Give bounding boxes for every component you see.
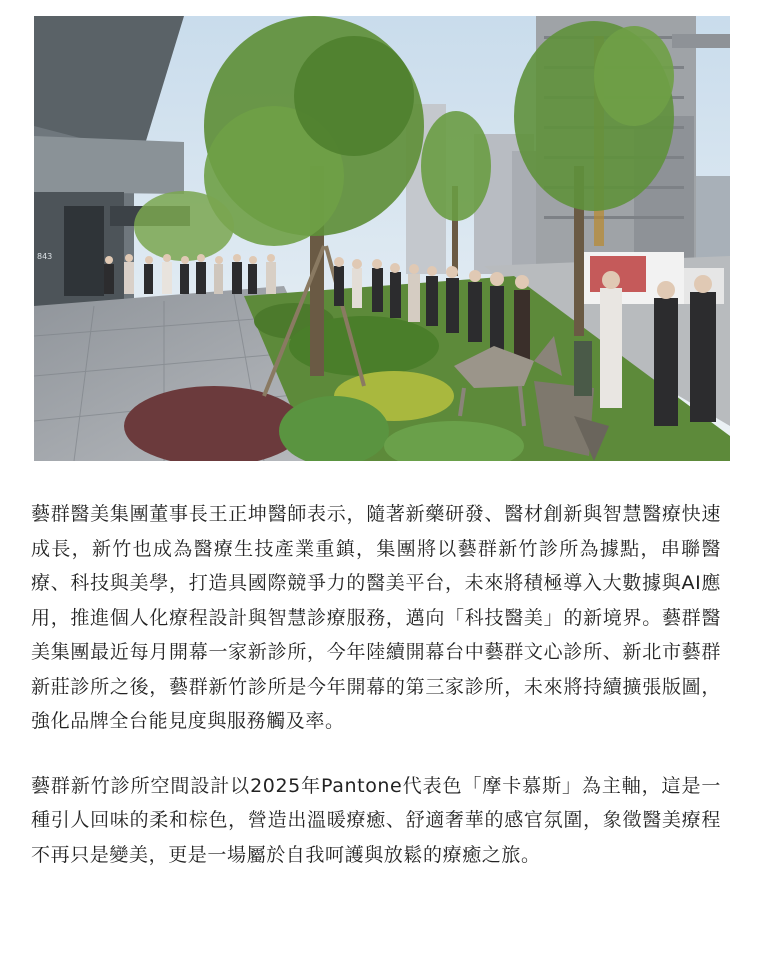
article-photo (34, 16, 730, 461)
tree (134, 191, 234, 261)
building-number-label: 843 (37, 252, 53, 261)
street-scene-illustration (34, 16, 730, 461)
article-paragraph: 藝群新竹診所空間設計以2025年Pantone代表色「摩卡慕斯」為主軸，這是一種引人回味的柔和棕色，營造出溫暖療癒、舒適奢華的感官氛圍，象徵醫美療程不再只是變美，更是一場屬於自我呵護與放鬆的療癒之旅。 (31, 774, 721, 866)
article-body (31, 497, 721, 872)
article-paragraph: 藝群醫美集團董事長王正坤醫師表示，隨著新藥研發、醫材創新與智慧醫療快速成長，新竹也成為醫療生技產業重鎮，集團將以藝群新竹診所為據點，串聯醫療、科技與美學，打造具國際競爭力的醫美平台，未來將積極導入大數據與AI應用，推進個人化療程設計與智慧診療服務，邁向「科技醫美」的新境界。藝群醫美集團最近每月開幕一家新診所，今年陸續開幕台中藝群文心診所、新北市藝群新莊診所之後，藝群新竹診所是今年開幕的第三家診所，未來將持續擴張版圖，強化品牌全台能見度與服務觸及率。 (31, 503, 721, 732)
